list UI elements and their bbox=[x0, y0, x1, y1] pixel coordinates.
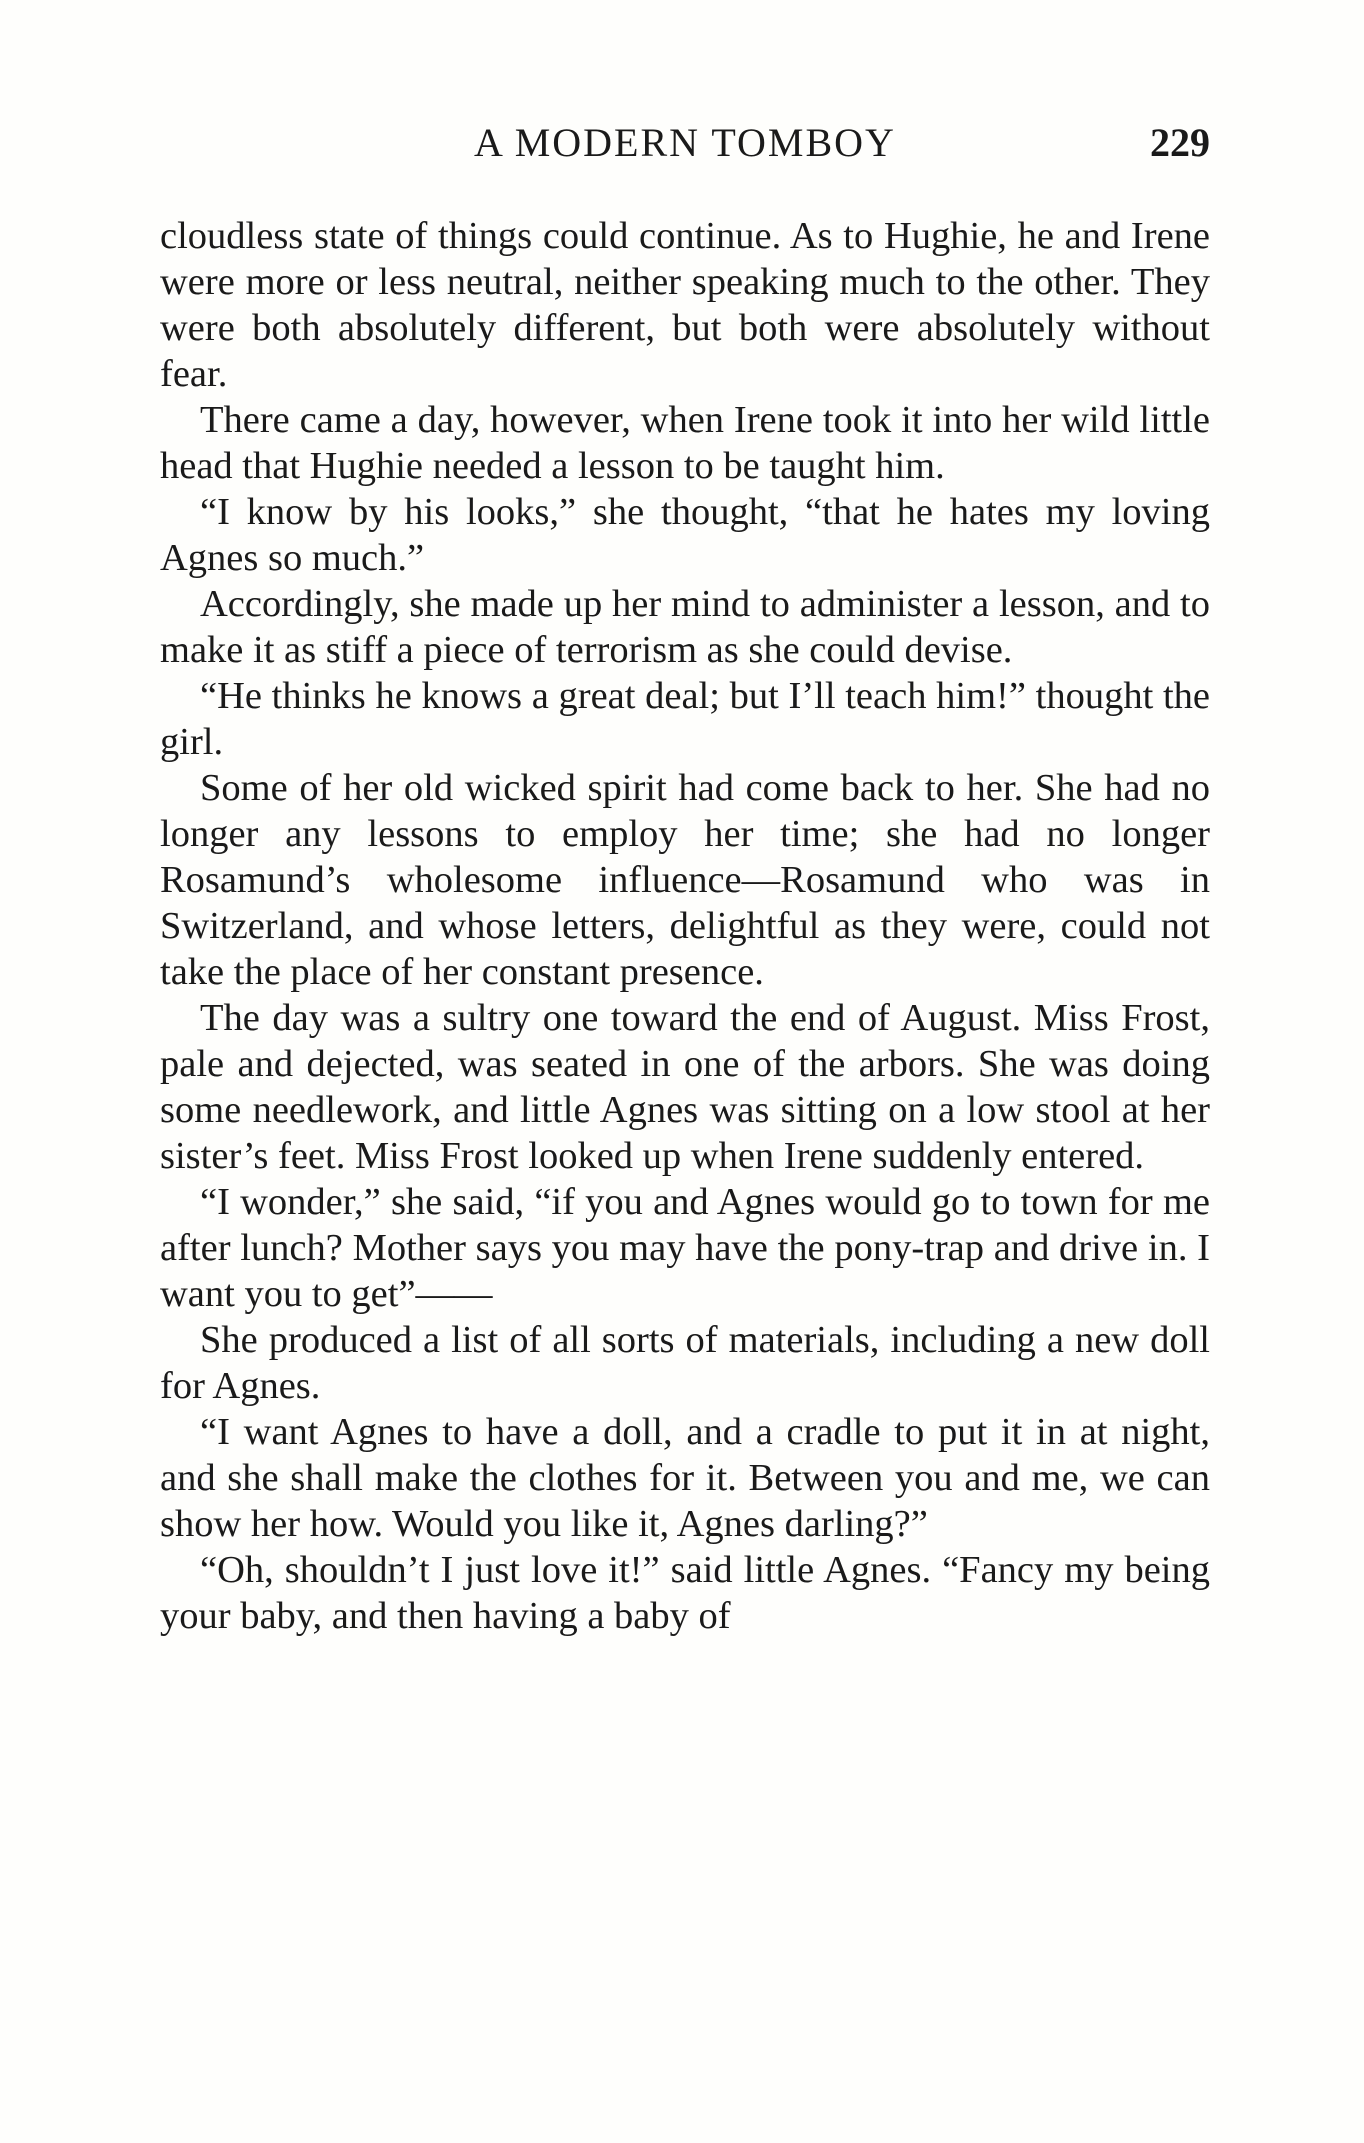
paragraph: “He thinks he knows a great deal; but I’ll teach him!” thought the girl. bbox=[160, 675, 1210, 763]
body-text bbox=[160, 213, 1210, 1639]
paragraph: cloudless state of things could continue. As to Hughie, he and Irene were more or less neutral, neither speaking much to the other. They were both absolutely different, but both were absolutely without fear. bbox=[160, 215, 1210, 395]
paragraph: “Oh, shouldn’t I just love it!” said little Agnes. “Fancy my being your baby, and then having a baby of bbox=[160, 1549, 1210, 1637]
paragraph: “I know by his looks,” she thought, “that he hates my loving Agnes so much.” bbox=[160, 491, 1210, 579]
paragraph: She produced a list of all sorts of materials, including a new doll for Agnes. bbox=[160, 1319, 1210, 1407]
paragraph: “I want Agnes to have a doll, and a cradle to put it in at night, and she shall make the clothes for it. Between you and me, we can show her how. Would you like it, Agnes darling?” bbox=[160, 1411, 1210, 1545]
paragraph: The day was a sultry one toward the end of August. Miss Frost, pale and dejected, was seated in one of the arbors. She was doing some needlework, and little Agnes was sitting on a low stool at her sister’s feet. Miss Frost looked up when Irene suddenly entered. bbox=[160, 997, 1210, 1177]
page-number: 229 bbox=[1150, 120, 1210, 165]
paragraph: Some of her old wicked spirit had come back to her. She had no longer any lessons to employ her time; she had no longer Rosamund’s wholesome influence—Rosamund who was in Switzerland, and whose letters, delightful as they were, could not take the place of her constant presence. bbox=[160, 767, 1210, 993]
running-title: A MODERN TOMBOY bbox=[474, 120, 896, 165]
paragraph: “I wonder,” she said, “if you and Agnes would go to town for me after lunch? Mother says you may have the pony-trap and drive in. I want you to get”—— bbox=[160, 1181, 1210, 1315]
paragraph: There came a day, however, when Irene took it into her wild little head that Hughie needed a lesson to be taught him. bbox=[160, 399, 1210, 487]
running-head bbox=[160, 118, 1210, 168]
paragraph: Accordingly, she made up her mind to administer a lesson, and to make it as stiff a piece of terrorism as she could devise. bbox=[160, 583, 1210, 671]
